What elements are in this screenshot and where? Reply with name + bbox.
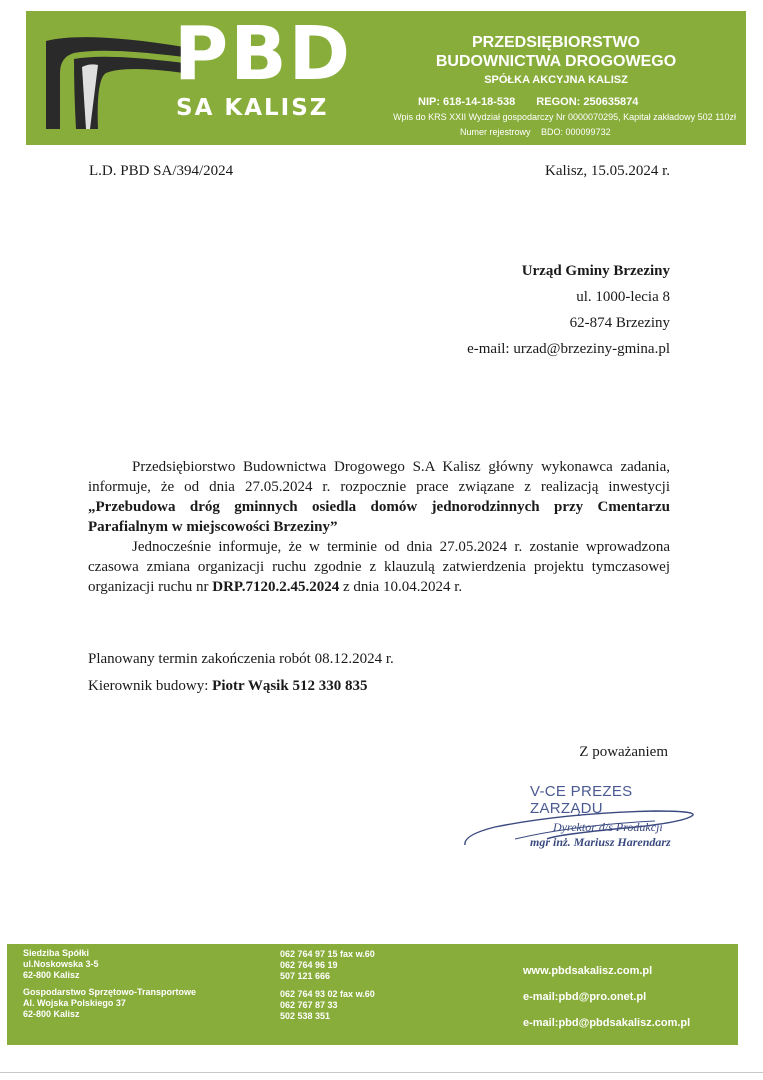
place-date: Kalisz, 15.05.2024 r. bbox=[545, 163, 670, 179]
email-link-2[interactable]: e-mail:pbd@pbdsakalisz.com.pl bbox=[523, 1017, 691, 1029]
addressee-email: e-mail: urzad@brzeziny-gmina.pl bbox=[467, 341, 670, 357]
reference-number: L.D. PBD SA/394/2024 bbox=[89, 163, 234, 179]
krs-info: Wpis do KRS XXII Wydział gospodarczy Nr 0000070295, Kapitał zakładowy 502 110zł bbox=[393, 112, 736, 122]
closing: Z poważaniem bbox=[579, 744, 668, 760]
footer-addresses: Siedziba Spółki ul.Noskowska 3-5 62-800 Kalisz Gospodarstwo Sprzętowo-Transportowe Al. Wojska Polskiego 37 62-800 Kalisz bbox=[23, 948, 197, 1019]
stamp-title: V-CE PREZES ZARZĄDU bbox=[530, 783, 633, 817]
regon: REGON: 250635874 bbox=[536, 96, 639, 108]
company-line-1: PRZEDSIĘBIORSTWO bbox=[471, 34, 640, 51]
logo-sub: SA KALISZ bbox=[176, 95, 329, 121]
road-logo-icon bbox=[46, 33, 184, 129]
nip: NIP: 618-14-18-538 bbox=[418, 96, 516, 108]
addressee-street: ul. 1000-lecia 8 bbox=[576, 289, 670, 305]
paragraph-1: Przedsiębiorstwo Budownictwa Drogowego S.A Kalisz główny wykonawca zadania, informuje, że od dnia 27.05.2024 r. rozpocznie prace związane z realizacją inwestycji „Przebudowa dróg gminnych osiedla domów jednorodzinnych przy Cmentarzu Parafialnym w miejscowości Brzeziny” bbox=[88, 459, 670, 535]
footer-banner bbox=[7, 944, 738, 1045]
signature-stamp bbox=[455, 783, 705, 858]
registry-info bbox=[460, 127, 619, 137]
stamp-line-2: mgr inż. Mariusz Harendarz bbox=[530, 835, 671, 849]
company-line-3: SPÓŁKA AKCYJNA KALISZ bbox=[484, 74, 628, 86]
register-label: Numer rejestrowy bbox=[460, 127, 531, 137]
site-manager: Kierownik budowy: Piotr Wąsik 512 330 835 bbox=[88, 678, 368, 694]
email-link-1[interactable]: e-mail:pbd@pro.onet.pl bbox=[523, 991, 647, 1003]
company-line-2: BUDOWNICTWA DROGOWEGO bbox=[435, 53, 677, 70]
addressee bbox=[467, 258, 670, 362]
bdo: BDO: 000099732 bbox=[541, 127, 611, 137]
site-manager-value: Piotr Wąsik 512 330 835 bbox=[212, 678, 368, 694]
footer-contacts bbox=[523, 958, 690, 1036]
letter-body bbox=[88, 457, 670, 597]
completion-date: Planowany termin zakończenia robót 08.12.2024 r. bbox=[88, 651, 394, 667]
letterhead-banner bbox=[26, 11, 746, 145]
logo-main: PBD bbox=[174, 11, 353, 97]
investment-name: „Przebudowa dróg gminnych osiedla domów jednorodzinnych przy Cmentarzu Parafialnym w miejscowości Brzeziny” bbox=[88, 499, 670, 535]
addressee-name: Urząd Gminy Brzeziny bbox=[521, 263, 670, 279]
website-link[interactable]: www.pbdsakalisz.com.pl bbox=[523, 965, 653, 977]
company-ids bbox=[418, 96, 656, 108]
project-number: DRP.7120.2.45.2024 bbox=[212, 579, 340, 595]
page-edge bbox=[0, 1072, 763, 1073]
addressee-city: 62-874 Brzeziny bbox=[569, 315, 670, 331]
footer-phones: 062 764 97 15 fax w.60 062 764 96 19 507 121 666 062 764 93 02 fax w.60 062 767 87 33 502 538 351 bbox=[280, 949, 375, 1021]
paragraph-2: Jednocześnie informuje, że w terminie od dnia 27.05.2024 r. zostanie wprowadzona czasowa zmiana organizacji ruchu zgodnie z klauzulą zatwierdzenia projektu tymczasowej organizacji ruchu nr DRP.7120.2.45.2024 z dnia 10.04.2024 r. bbox=[88, 539, 670, 595]
company-name bbox=[376, 33, 736, 86]
stamp-line-1: Dyrektor d/s Produkcji bbox=[553, 820, 663, 834]
